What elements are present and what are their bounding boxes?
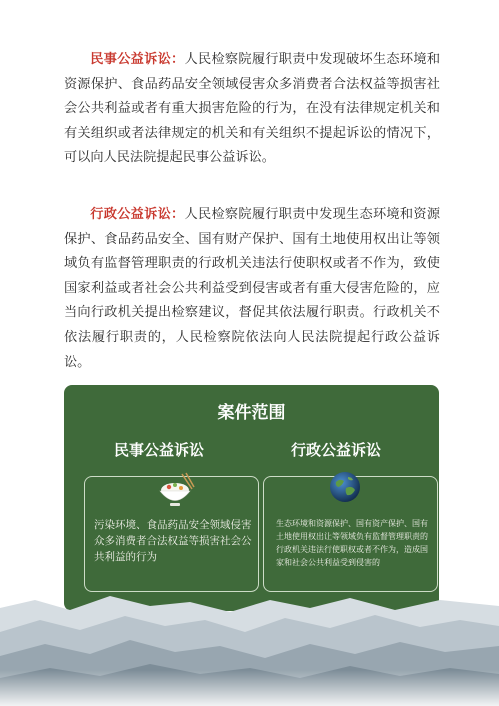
- civil-term: 民事公益诉讼: [90, 52, 172, 67]
- civil-card-text: 污染环境、食品药品安全领域侵害众多消费者合法权益等损害社会公共利益的行为: [94, 519, 252, 563]
- admin-term: 行政公益诉讼: [90, 207, 172, 222]
- mountain-landscape-image: [0, 560, 499, 706]
- civil-paragraph: [64, 48, 440, 171]
- civil-body: 人民检察院履行职责中发现破坏生态环境和资源保护、食品药品安全领域侵害众多消费者合法权益等损害社会公共利益或者有重大损害危险的行为，在没有法律规定机关和有关组织或者法律规定的机关和有关组织不提起诉讼的情况下，可以向人民法院提起民事公益诉讼。: [64, 52, 441, 166]
- admin-term-colon: ：: [171, 207, 185, 222]
- admin-card-text: 生态环境和资源保护、国有资产保护、国有土地使用权出让等领域负有监督管理职责的行政机关违法行使职权或者不作为，造成国家和社会公共利益受到侵害的: [276, 519, 428, 567]
- admin-body: 人民检察院履行职责中发现生态环境和资源保护、食品药品安全、国有财产保护、国有土地使用权出让等领域负有监督管理职责的行政机关违法行使职权或者不作为，致使国家利益或者社会公共利益受到侵害或者有重大侵害危险的，应当向行政机关提出检察建议，督促其依法履行职责。行政机关不依法履行职责的，人民检察院依法向人民法院提起行政公益诉讼。: [64, 207, 441, 370]
- civil-column-title: 民事公益诉讼: [114, 441, 205, 459]
- civil-term-colon: ：: [171, 52, 185, 67]
- globe-icon: [328, 470, 362, 504]
- panel-title: 案件范围: [217, 403, 286, 423]
- bowl-icon: [155, 472, 197, 512]
- admin-column-title: 行政公益诉讼: [291, 441, 382, 459]
- admin-paragraph: [64, 203, 440, 375]
